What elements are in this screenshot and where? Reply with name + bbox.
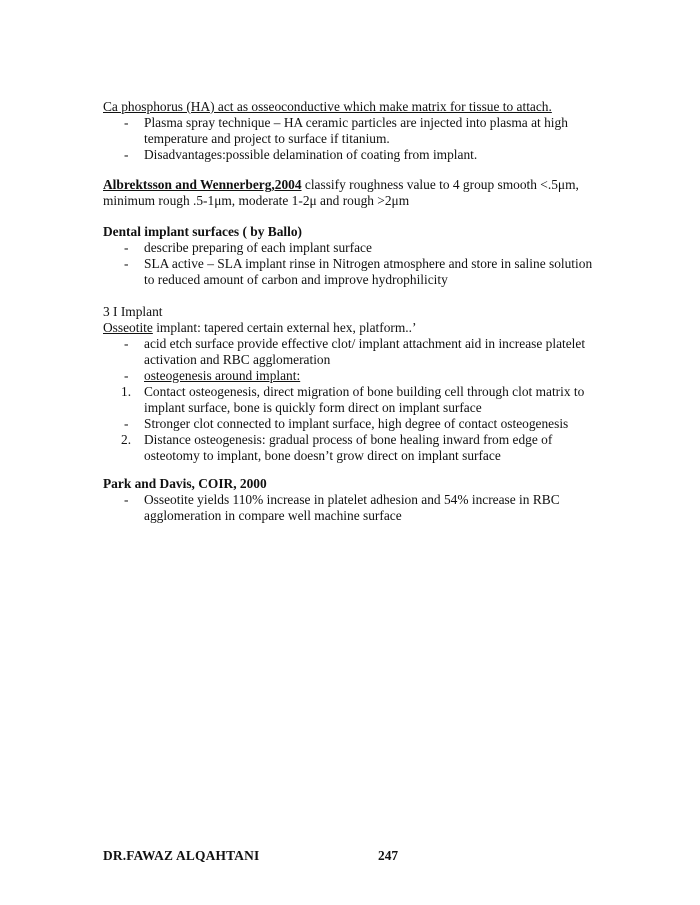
paragraph-line — [103, 177, 643, 193]
list-item — [103, 147, 643, 163]
list-item — [103, 115, 643, 147]
list-marker: - — [124, 256, 129, 271]
list-marker: 1. — [121, 384, 132, 399]
list-marker: - — [124, 416, 129, 431]
list-item-text: Distance osteogenesis: gradual process of bone healing inward from edge of — [144, 432, 553, 447]
paragraph-text: minimum rough .5-1μm, moderate 1-2μ and rough >2μm — [103, 193, 410, 208]
list-item — [103, 336, 643, 368]
citation: Albrektsson and Wennerberg,2004 — [103, 177, 302, 192]
section-heading: Park and Davis, COIR, 2000 — [103, 476, 267, 491]
section-heading: Ca phosphorus (HA) act as osseoconductive which make matrix for tissue to attach. — [103, 99, 552, 114]
list-item-text: to reduced amount of carbon and improve hydrophilicity — [144, 272, 448, 287]
list-item-text: temperature and project to surface if titanium. — [144, 131, 390, 146]
footer-author: DR.FAWAZ ALQAHTANI — [103, 848, 260, 863]
list-item-text: Stronger clot connected to implant surface, high degree of contact osteogenesis — [144, 416, 569, 431]
section-ha-coating — [103, 99, 643, 163]
list-item — [103, 256, 643, 288]
section-park-davis — [103, 476, 643, 524]
section-3i-implant — [103, 304, 643, 464]
section-roughness — [103, 177, 643, 209]
page-number: 247 — [378, 848, 399, 863]
list-item — [103, 432, 643, 464]
paragraph-text: classify roughness value to 4 group smooth <.5μm, — [301, 177, 579, 192]
list-marker: - — [124, 240, 129, 255]
list-marker: - — [124, 368, 129, 383]
list-marker: - — [124, 147, 129, 162]
list-item-text: Disadvantages:possible delamination of coating from implant. — [144, 147, 478, 162]
list-item-text: Plasma spray technique – HA ceramic particles are injected into plasma at high — [144, 115, 568, 130]
list-marker: - — [124, 492, 129, 507]
list-marker: - — [124, 336, 129, 351]
section-title: 3 I Implant — [103, 304, 163, 319]
list-item-text: Contact osteogenesis, direct migration of bone building cell through clot matrix to — [144, 384, 585, 399]
paragraph-text: implant: tapered certain external hex, platform..’ — [152, 320, 417, 335]
section-dental-implant-surfaces — [103, 224, 643, 288]
list-marker: - — [124, 115, 129, 130]
list-item — [103, 240, 643, 256]
list-item — [103, 384, 643, 416]
list-item — [103, 368, 643, 384]
osseotite-term: Osseotite — [103, 320, 153, 335]
list-item-text: osteogenesis around implant: — [144, 368, 301, 383]
paragraph-line — [103, 320, 643, 336]
list-item-text: osteotomy to implant, bone doesn’t grow direct on implant surface — [144, 448, 501, 463]
list-item — [103, 416, 643, 432]
list-item-text: Osseotite yields 110% increase in platelet adhesion and 54% increase in RBC — [144, 492, 560, 507]
list-item-text: acid etch surface provide effective clot/ implant attachment aid in increase platelet — [144, 336, 586, 351]
section-heading: Dental implant surfaces ( by Ballo) — [103, 224, 302, 239]
list-item-text: implant surface, bone is quickly form direct on implant surface — [144, 400, 482, 415]
list-item-text: agglomeration in compare well machine surface — [144, 508, 402, 523]
list-item-text: describe preparing of each implant surface — [144, 240, 372, 255]
list-item — [103, 492, 643, 524]
list-marker: 2. — [121, 432, 132, 447]
list-item-text: activation and RBC agglomeration — [144, 352, 331, 367]
list-item-text: SLA active – SLA implant rinse in Nitrogen atmosphere and store in saline solution — [144, 256, 593, 271]
